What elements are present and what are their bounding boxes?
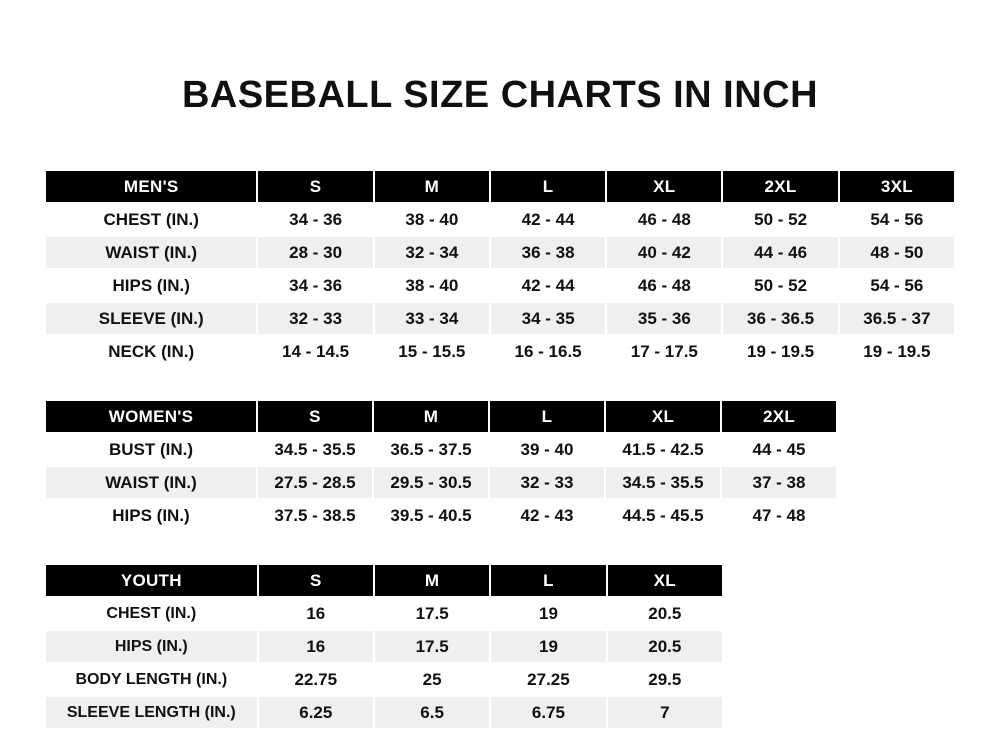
youth-header-s: S <box>258 564 374 597</box>
cell: 19 - 19.5 <box>839 335 955 368</box>
cell: 44 - 46 <box>722 236 838 269</box>
cell: 20.5 <box>607 630 723 663</box>
cell: 46 - 48 <box>606 269 722 302</box>
mens-table-body <box>45 203 955 368</box>
cell: 50 - 52 <box>722 203 838 236</box>
cell: 42 - 44 <box>490 269 606 302</box>
table-row <box>45 630 723 663</box>
table-row <box>45 597 723 630</box>
youth-size-table <box>44 563 724 730</box>
cell: 41.5 - 42.5 <box>605 433 721 466</box>
cell: 44 - 45 <box>721 433 837 466</box>
cell: 16 - 16.5 <box>490 335 606 368</box>
table-spacer <box>44 369 956 399</box>
mens-header-l: L <box>490 170 606 203</box>
cell: 16 <box>258 597 374 630</box>
row-label: CHEST (IN.) <box>45 597 258 630</box>
cell: 35 - 36 <box>606 302 722 335</box>
womens-header-2xl: 2XL <box>721 400 837 433</box>
row-label: WAIST (IN.) <box>45 236 257 269</box>
womens-size-table <box>44 399 838 533</box>
table-spacer <box>44 533 956 563</box>
cell: 14 - 14.5 <box>257 335 373 368</box>
table-row <box>45 236 955 269</box>
row-label: HIPS (IN.) <box>45 499 257 532</box>
cell: 34 - 36 <box>257 269 373 302</box>
cell: 17 - 17.5 <box>606 335 722 368</box>
cell: 29.5 <box>607 663 723 696</box>
table-row <box>45 302 955 335</box>
mens-header-m: M <box>374 170 490 203</box>
cell: 15 - 15.5 <box>374 335 490 368</box>
table-row <box>45 335 955 368</box>
row-label: HIPS (IN.) <box>45 630 258 663</box>
table-row <box>45 269 955 302</box>
table-row <box>45 203 955 236</box>
cell: 7 <box>607 696 723 729</box>
table-row <box>45 433 837 466</box>
cell: 25 <box>374 663 490 696</box>
cell: 19 <box>490 597 606 630</box>
cell: 32 - 33 <box>257 302 373 335</box>
cell: 19 - 19.5 <box>722 335 838 368</box>
cell: 34.5 - 35.5 <box>605 466 721 499</box>
womens-header-s: S <box>257 400 373 433</box>
cell: 37 - 38 <box>721 466 837 499</box>
tables-container <box>0 169 1000 730</box>
youth-header-l: L <box>490 564 606 597</box>
cell: 36.5 - 37 <box>839 302 955 335</box>
cell: 16 <box>258 630 374 663</box>
cell: 17.5 <box>374 630 490 663</box>
cell: 36 - 38 <box>490 236 606 269</box>
cell: 39 - 40 <box>489 433 605 466</box>
womens-table-header <box>45 400 837 433</box>
mens-size-table <box>44 169 956 369</box>
cell: 54 - 56 <box>839 203 955 236</box>
row-label: WAIST (IN.) <box>45 466 257 499</box>
cell: 34.5 - 35.5 <box>257 433 373 466</box>
page-title: BASEBALL SIZE CHARTS IN INCH <box>181 74 819 116</box>
row-label: SLEEVE (IN.) <box>45 302 257 335</box>
cell: 29.5 - 30.5 <box>373 466 489 499</box>
row-label: NECK (IN.) <box>45 335 257 368</box>
table-row <box>45 466 837 499</box>
mens-table-header <box>45 170 955 203</box>
youth-table-header <box>45 564 723 597</box>
table-header-row <box>45 170 955 203</box>
mens-header-s: S <box>257 170 373 203</box>
cell: 40 - 42 <box>606 236 722 269</box>
cell: 46 - 48 <box>606 203 722 236</box>
cell: 42 - 43 <box>489 499 605 532</box>
cell: 34 - 36 <box>257 203 373 236</box>
womens-header-m: M <box>373 400 489 433</box>
cell: 38 - 40 <box>374 269 490 302</box>
cell: 32 - 34 <box>374 236 490 269</box>
cell: 6.25 <box>258 696 374 729</box>
youth-header-xl: XL <box>607 564 723 597</box>
cell: 36.5 - 37.5 <box>373 433 489 466</box>
cell: 17.5 <box>374 597 490 630</box>
cell: 19 <box>490 630 606 663</box>
row-label: CHEST (IN.) <box>45 203 257 236</box>
table-row <box>45 663 723 696</box>
cell: 6.75 <box>490 696 606 729</box>
table-header-row <box>45 564 723 597</box>
cell: 22.75 <box>258 663 374 696</box>
womens-header-xl: XL <box>605 400 721 433</box>
cell: 27.5 - 28.5 <box>257 466 373 499</box>
cell: 36 - 36.5 <box>722 302 838 335</box>
cell: 54 - 56 <box>839 269 955 302</box>
cell: 6.5 <box>374 696 490 729</box>
row-label: HIPS (IN.) <box>45 269 257 302</box>
womens-header-l: L <box>489 400 605 433</box>
cell: 28 - 30 <box>257 236 373 269</box>
mens-header-label: MEN'S <box>45 170 257 203</box>
cell: 42 - 44 <box>490 203 606 236</box>
cell: 33 - 34 <box>374 302 490 335</box>
table-row <box>45 499 837 532</box>
mens-header-2xl: 2XL <box>722 170 838 203</box>
row-label: SLEEVE LENGTH (IN.) <box>45 696 258 729</box>
cell: 50 - 52 <box>722 269 838 302</box>
row-label: BODY LENGTH (IN.) <box>45 663 258 696</box>
cell: 38 - 40 <box>374 203 490 236</box>
mens-header-xl: XL <box>606 170 722 203</box>
cell: 34 - 35 <box>490 302 606 335</box>
table-row <box>45 696 723 729</box>
youth-table-body <box>45 597 723 729</box>
womens-table-body <box>45 433 837 532</box>
cell: 32 - 33 <box>489 466 605 499</box>
youth-header-m: M <box>374 564 490 597</box>
youth-header-label: YOUTH <box>45 564 258 597</box>
row-label: BUST (IN.) <box>45 433 257 466</box>
table-header-row <box>45 400 837 433</box>
womens-header-label: WOMEN'S <box>45 400 257 433</box>
cell: 44.5 - 45.5 <box>605 499 721 532</box>
cell: 27.25 <box>490 663 606 696</box>
cell: 48 - 50 <box>839 236 955 269</box>
cell: 39.5 - 40.5 <box>373 499 489 532</box>
cell: 20.5 <box>607 597 723 630</box>
cell: 37.5 - 38.5 <box>257 499 373 532</box>
cell: 47 - 48 <box>721 499 837 532</box>
mens-header-3xl: 3XL <box>839 170 955 203</box>
